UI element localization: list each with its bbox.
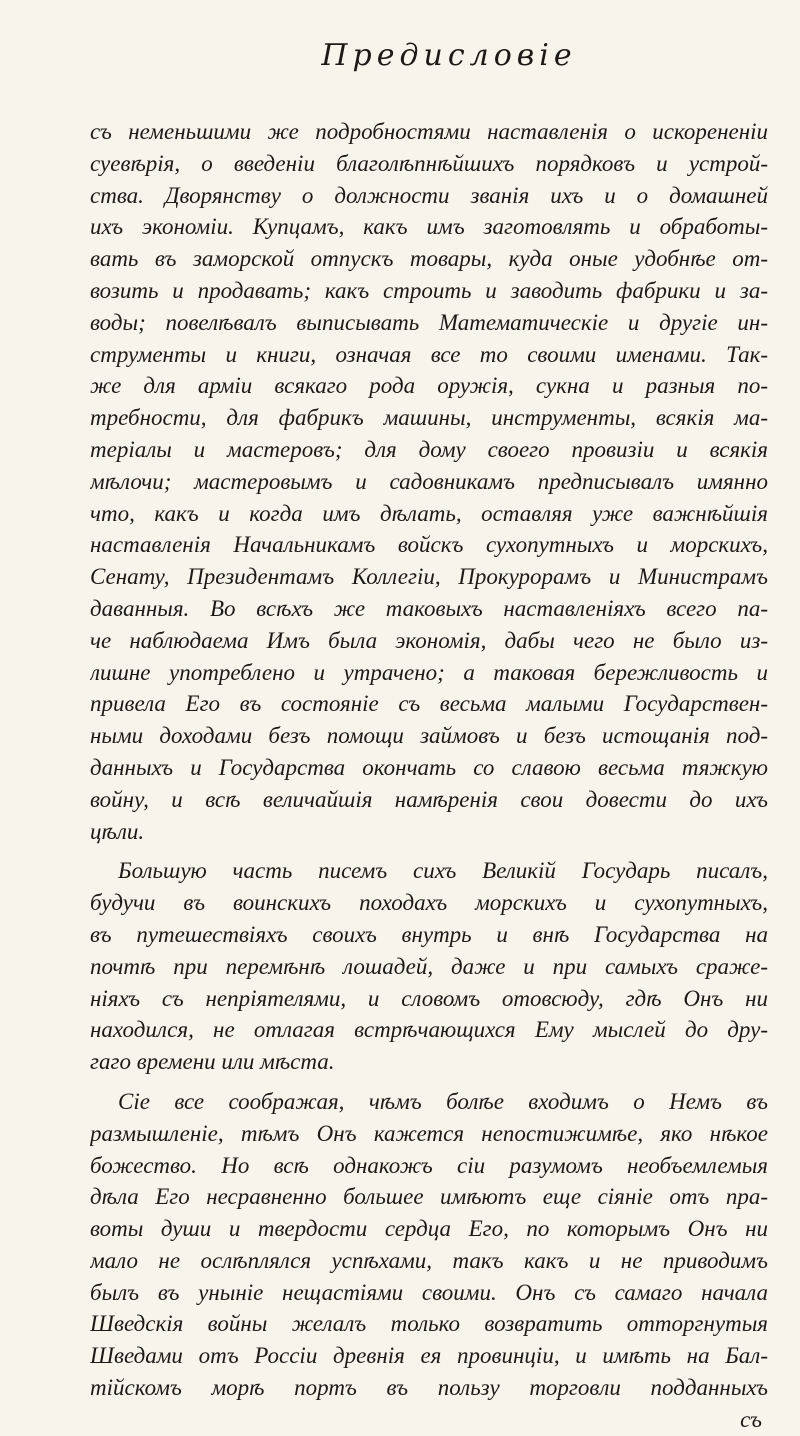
text-line: даванныя. Во всѣхъ же таковыхъ наставленіяхъ всего па- — [90, 595, 768, 621]
text-line: привела Его въ состояніе съ весьма малыми Государствен- — [90, 691, 768, 717]
text-line: ихъ экономіи. Купцамъ, какъ имъ заготовлять и обработы- — [90, 214, 768, 240]
text-line: дѣла Его несравненно большее имѣютъ еще сіяніе отъ пра- — [90, 1184, 768, 1210]
text-line: воты души и твердости сердца Его, по которымъ Онъ ни — [90, 1216, 768, 1242]
text-line: же для арміи всякаго рода оружія, сукна и разныя по- — [90, 373, 768, 399]
text-line: требности, для фабрикъ машины, инструменты, всякія ма- — [90, 405, 768, 431]
text-line: теріалы и мастеровъ; для дому своего провизіи и всякія — [90, 436, 768, 462]
text-line: Сіе все соображая, чѣмъ болѣе входимъ о Немъ въ — [118, 1088, 768, 1114]
running-head: Предисловіе — [321, 38, 577, 73]
text-line: ніяхъ съ непріятелями, и словомъ отовсюду, гдѣ Онъ ни — [90, 985, 768, 1011]
catchword: съ — [740, 1406, 762, 1432]
text-line: ными доходами безъ помощи займовъ и безъ истощанія под- — [90, 723, 768, 749]
text-line: былъ въ уныніе нещастіями своими. Онъ съ самаго начала — [90, 1279, 768, 1305]
text-line: данныхъ и Государства окончать со славою весьма тяжкую — [90, 754, 768, 780]
text-line: тійскомъ морѣ портъ въ пользу торговли подданныхъ — [90, 1375, 768, 1401]
text-line: воды; повелѣвалъ выписывать Математическіе и другіе ин- — [90, 309, 768, 335]
text-line: божество. Но всѣ однакожъ сіи разумомъ необъемлемыя — [90, 1152, 768, 1178]
body-text — [90, 116, 768, 1436]
text-line: гаго времени или мѣста. — [90, 1049, 335, 1075]
text-line: мало не ослѣплялся успѣхами, такъ какъ и не приводимъ — [90, 1247, 768, 1273]
text-line: струменты и книги, означая все то своими именами. Так- — [90, 341, 768, 367]
text-line: Большую часть писемъ сихъ Великій Государь писалъ, — [118, 858, 768, 884]
text-line: войну, и всѣ величайшія намѣренія свои довести до ихъ — [90, 786, 768, 812]
text-line: ства. Дворянству о должности званія ихъ и о домашней — [90, 182, 768, 208]
text-line: размышленіе, тѣмъ Онъ кажется непостижимѣе, яко нѣкое — [90, 1120, 768, 1146]
paragraph-gap — [90, 1078, 768, 1086]
text-line: наставленія Начальникамъ войскъ сухопутныхъ и морскихъ, — [90, 532, 768, 558]
text-line: съ неменьшими же подробностями наставленія о искорененіи — [90, 119, 768, 144]
text-line: вать въ заморской отпускъ товары, куда оные удобнѣе от- — [90, 246, 768, 272]
text-line: цѣли. — [90, 818, 145, 844]
text-line: Шведскія войны желалъ только возвратить отторгнутыя — [90, 1311, 768, 1337]
text-line: че наблюдаема Имъ была экономія, дабы чего не было из- — [90, 627, 768, 653]
text-line: мѣлочи; мастеровымъ и садовникамъ предписывалъ имянно — [90, 468, 768, 494]
text-line: въ путешествіяхъ своихъ внутрь и внѣ Государства на — [90, 921, 768, 947]
paragraph-2 — [90, 855, 768, 1078]
paragraph-1 — [90, 116, 768, 847]
paragraph-3 — [90, 1086, 768, 1404]
text-line: возить и продавать; какъ строить и заводить фабрики и за- — [90, 277, 768, 303]
text-line: что, какъ и когда имъ дѣлать, оставляя уже важнѣйшія — [90, 500, 768, 526]
text-line: будучи въ воинскихъ походахъ морскихъ и сухопутныхъ, — [90, 890, 768, 916]
paragraph-gap — [90, 847, 768, 855]
text-line: суевѣрія, о введеніи благолѣпнѣйшихъ порядковъ и устрой- — [90, 150, 768, 176]
text-line: лишне употреблено и утрачено; а таковая бережливость и — [90, 659, 768, 685]
text-line: почтѣ при перемѣнѣ лошадей, даже и при самыхъ сраже- — [90, 953, 768, 979]
text-line: Шведами отъ Россіи древнія ея провинціи, и имѣть на Бал- — [90, 1343, 768, 1369]
text-line: Сенату, Президентамъ Коллегіи, Прокурорамъ и Министрамъ — [90, 564, 768, 590]
text-line: находился, не отлагая встрѣчающихся Ему мыслей до дру- — [90, 1017, 768, 1043]
